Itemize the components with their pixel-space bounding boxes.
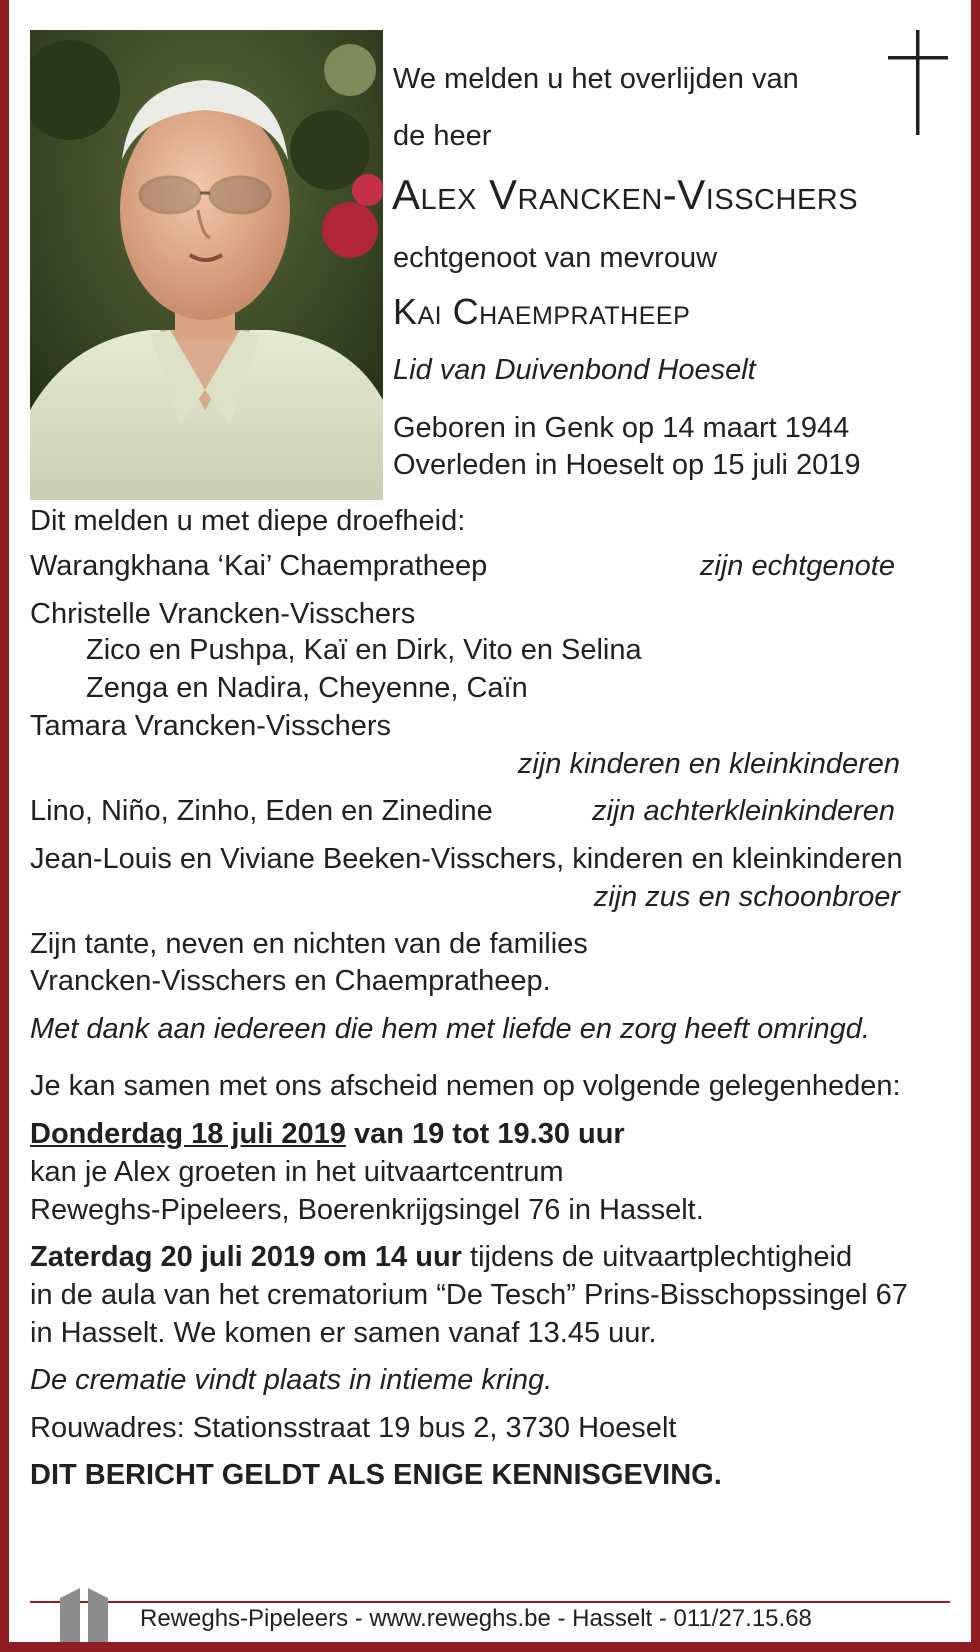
sister-name: Jean-Louis en Viviane Beeken-Visschers, kinderen en kleinkinderen bbox=[30, 843, 903, 875]
portrait-photo bbox=[30, 30, 383, 500]
funeral-rest: tijdens de uitvaartplechtigheid bbox=[461, 1241, 853, 1273]
child-name-2: Tamara Vrancken-Visschers bbox=[30, 710, 392, 742]
ceremony-intro: Je kan samen met ons afscheid nemen op volgende gelegenheden: bbox=[30, 1070, 901, 1102]
funeral-date: Zaterdag 20 juli 2019 om 14 uur bbox=[30, 1241, 462, 1273]
address-text: Rouwadres: Stationsstraat 19 bus 2, 3730 Hoeselt bbox=[30, 1412, 677, 1444]
frame-right-border bbox=[971, 0, 980, 1652]
visit-line-2: kan je Alex groeten in het uitvaartcentrum bbox=[30, 1156, 564, 1188]
great-grandchildren-role: zijn achterkleinkinderen bbox=[591, 795, 895, 827]
family-line-1: Zijn tante, neven en nichten van de families bbox=[30, 928, 588, 960]
funeral-line-1 bbox=[30, 1239, 852, 1275]
thanks-text: Met dank aan iedereen die hem met liefde en zorg heeft omringd. bbox=[30, 1013, 870, 1045]
cross-icon bbox=[888, 30, 948, 135]
footer-divider bbox=[30, 1601, 950, 1603]
membership-text: Lid van Duivenbond Hoeselt bbox=[393, 354, 756, 386]
deceased-name: Alex Vrancken-Visschers bbox=[392, 171, 859, 218]
cremation-text: De crematie vindt plaats in intieme kring. bbox=[30, 1364, 553, 1396]
visit-time: van 19 tot 19.30 uur bbox=[345, 1118, 625, 1150]
child-name-1: Christelle Vrancken-Visschers bbox=[30, 598, 416, 630]
death-text: Overleden in Hoeselt op 15 juli 2019 bbox=[393, 449, 861, 481]
visit-date: Donderdag 18 juli 2019 bbox=[30, 1118, 346, 1150]
visit-line-1 bbox=[30, 1116, 625, 1152]
intro-text: We melden u het overlijden van bbox=[393, 63, 799, 95]
funeral-home-logo bbox=[58, 1586, 114, 1642]
frame-bottom-border bbox=[0, 1642, 980, 1652]
funeral-line-2: in de aula van het crematorium “De Tesch” Prins-Bisschopssingel 67 bbox=[30, 1279, 908, 1311]
birth-text: Geboren in Genk op 14 maart 1944 bbox=[393, 412, 850, 444]
family-line-2: Vrancken-Visschers en Chaempratheep. bbox=[30, 965, 551, 997]
spouse-name: Kai Chaempratheep bbox=[393, 291, 691, 332]
funeral-line-3: in Hasselt. We komen er samen vanaf 13.45 uur. bbox=[30, 1317, 657, 1349]
title-text: de heer bbox=[393, 120, 492, 152]
visit-line-3: Reweghs-Pipeleers, Boerenkrijgsingel 76 in Hasselt. bbox=[30, 1194, 704, 1226]
mourners-intro: Dit melden u met diepe droefheid: bbox=[30, 505, 466, 537]
sister-role: zijn zus en schoonbroer bbox=[593, 881, 900, 913]
frame-left-border bbox=[0, 0, 9, 1652]
children-role: zijn kinderen en kleinkinderen bbox=[517, 748, 900, 780]
spouse-intro: echtgenoot van mevrouw bbox=[393, 242, 718, 274]
wife-name: Warangkhana ‘Kai’ Chaempratheep bbox=[30, 550, 488, 582]
grandchildren-line-2: Zenga en Nadira, Cheyenne, Caïn bbox=[86, 672, 528, 704]
footer-text: Reweghs-Pipeleers - www.reweghs.be - Hasselt - 011/27.15.68 bbox=[140, 1605, 812, 1632]
wife-role: zijn echtgenote bbox=[699, 550, 895, 582]
great-grandchildren: Lino, Niño, Zinho, Eden en Zinedine bbox=[30, 795, 493, 827]
notice-text: DIT BERICHT GELDT ALS ENIGE KENNISGEVING. bbox=[30, 1459, 722, 1491]
grandchildren-line-1: Zico en Pushpa, Kaï en Dirk, Vito en Selina bbox=[86, 634, 642, 666]
